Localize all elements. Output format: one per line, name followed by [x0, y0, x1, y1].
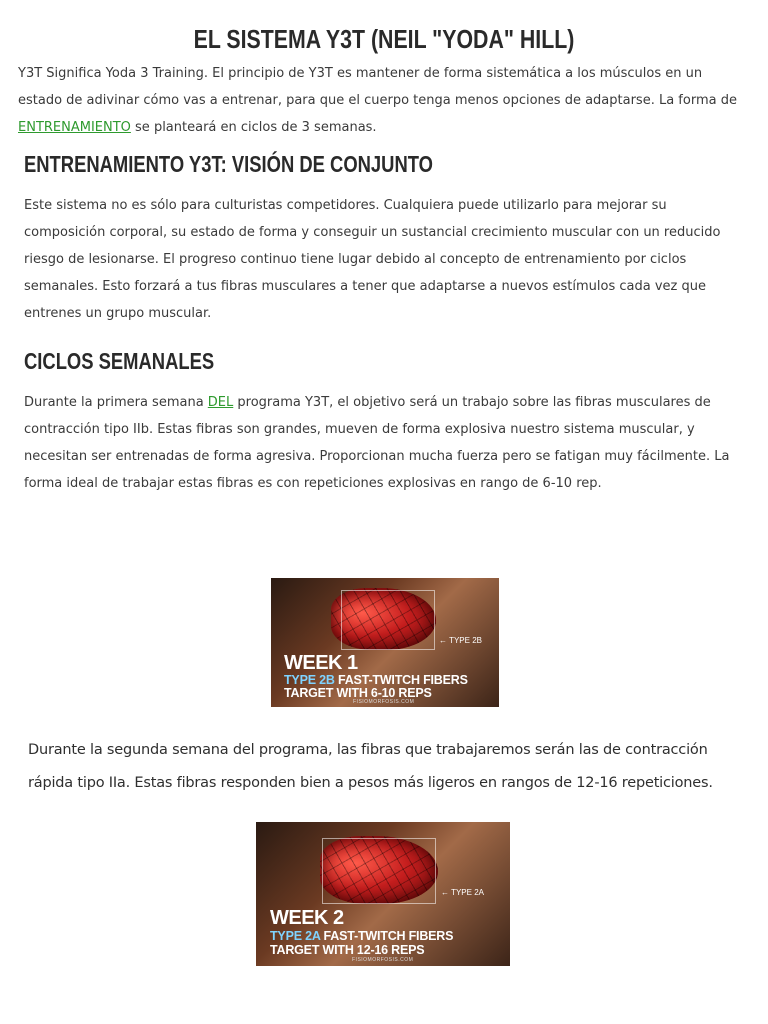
- week2-paragraph: Durante la segunda semana del programa, las fibras que trabajaremos serán las de contracción rápida tipo IIa. Estas fibras responden bien a pesos más ligeros en rangos de 12-16 repeticiones.: [28, 742, 713, 791]
- ciclos-text-before: Durante la primera semana: [24, 395, 208, 410]
- fiber-type-line: [270, 929, 453, 943]
- week-label: WEEK 1: [284, 652, 358, 674]
- section-heading-ciclos: CICLOS SEMANALES: [24, 348, 215, 374]
- ciclos-paragraph: [24, 389, 736, 497]
- week-label: WEEK 2: [270, 907, 344, 929]
- page-title: EL SISTEMA Y3T (NEIL "YODA" HILL): [193, 24, 575, 54]
- image-credit: FISIOMORFOSIS.COM: [352, 957, 414, 963]
- zoom-frame: [322, 838, 436, 904]
- intro-paragraph: [18, 60, 748, 141]
- target-reps-line: TARGET WITH 12-16 REPS: [270, 943, 425, 957]
- intro-text-before: Y3T Significa Yoda 3 Training. El principio de Y3T es mantener de forma sistemática a los músculos en un estado de adivinar cómo vas a entrenar, para que el cuerpo tenga menos opciones de adaptarse. La forma de: [18, 66, 737, 108]
- fiber-type-highlight: TYPE 2A: [270, 929, 321, 943]
- ciclos-text-after: programa Y3T, el objetivo será un trabajo sobre las fibras musculares de contracción tipo IIb. Estas fibras son grandes, mueven de forma explosiva nuestro sistema muscular, y necesitan ser entrenadas de forma agresiva. Proporcionan mucha fuerza pero se fatigan muy fácilmente. La forma ideal de trabajar estas fibras es con repeticiones explosivas en rango de 6-10 rep.: [24, 395, 730, 491]
- fiber-type-line: [284, 673, 468, 687]
- entrenamiento-link[interactable]: ENTRENAMIENTO: [18, 120, 131, 135]
- type-pointer-label: ← TYPE 2A: [441, 888, 484, 897]
- type-pointer-label: ← TYPE 2B: [439, 636, 482, 645]
- fiber-type-rest: FAST-TWITCH FIBERS: [337, 673, 468, 687]
- image-credit: FISIOMORFOSIS.COM: [353, 699, 415, 705]
- overview-paragraph: Este sistema no es sólo para culturistas competidores. Cualquiera puede utilizarlo para mejorar su composición corporal, su estado de forma y conseguir un sustancial crecimiento muscular con un reducido riesgo de lesionarse. El progreso continuo tiene lugar debido al concepto de entrenamiento por ciclos semanales. Esto forzará a tus fibras musculares a tener que adaptarse a nuevos estímulos cada vez que entrenes un grupo muscular.: [24, 198, 721, 321]
- week2-image: [256, 822, 510, 966]
- zoom-frame: [341, 590, 435, 650]
- intro-text-after: se planteará en ciclos de 3 semanas.: [130, 120, 377, 135]
- section-heading-overview: ENTRENAMIENTO Y3T: VISIÓN DE CONJUNTO: [24, 151, 433, 177]
- target-reps-line: TARGET WITH 6-10 REPS: [284, 686, 432, 700]
- week1-image: [271, 578, 499, 707]
- fiber-type-rest: FAST-TWITCH FIBERS: [323, 929, 454, 943]
- del-link[interactable]: DEL: [207, 395, 234, 410]
- fiber-type-highlight: TYPE 2B: [284, 673, 335, 687]
